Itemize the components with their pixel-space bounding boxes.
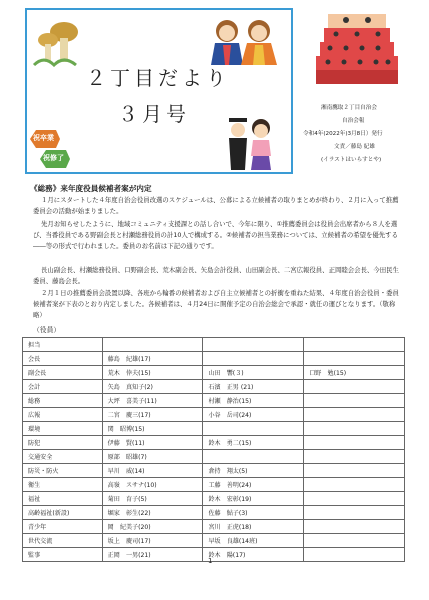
member-cell: 坂上 慶司(17) — [102, 534, 203, 548]
member-cell: 工藤 善明(24) — [203, 478, 304, 492]
role-cell: 監事 — [23, 548, 103, 562]
table-row — [23, 436, 405, 450]
role-cell: 会長 — [23, 352, 103, 366]
member-cell: 佐藤 鮎子(3) — [203, 506, 304, 520]
table-row — [23, 520, 405, 534]
member-cell: 大坪 喜美子(11) — [102, 394, 203, 408]
paragraph-2: 先月お知らせしたように、地域コミュニティ支援課との話し合いで、今年に限り、①推薦委員会は役員会出席者から８人を選び、当番役員である野副会長と村瀬総務役員の計10人で構成する。②候補者の担当業務については、立候補者の希望を優先する――等の形式で行われました。委員のお名前は下記の通りです。 — [33, 220, 398, 251]
member-cell — [304, 436, 405, 450]
member-cell: 関 昭博(15) — [102, 422, 203, 436]
table-row — [23, 506, 405, 520]
member-cell — [304, 408, 405, 422]
role-cell: 青少年 — [23, 520, 103, 534]
member-cell — [102, 338, 203, 352]
member-cell — [304, 464, 405, 478]
member-cell — [304, 422, 405, 436]
publisher: 自治会報 — [342, 118, 365, 124]
member-cell — [304, 380, 405, 394]
table-row — [23, 450, 405, 464]
role-cell: 福祉 — [23, 492, 103, 506]
illustration-credit: (イラストはいらすとや) — [321, 157, 382, 163]
table-row — [23, 338, 405, 352]
member-cell: 鈴木 陽(17) — [203, 548, 304, 562]
role-cell: 副会長 — [23, 366, 103, 380]
member-cell: 小谷 岳司(24) — [203, 408, 304, 422]
member-cell: 岡 紀美子(20) — [102, 520, 203, 534]
member-cell: 荒木 倖夫(15) — [102, 366, 203, 380]
member-cell: 原部 昭雄(7) — [102, 450, 203, 464]
member-cell — [203, 338, 304, 352]
member-cell — [304, 394, 405, 408]
member-cell: 口野 勉(15) — [304, 366, 405, 380]
member-cell: 菊田 育子(5) — [102, 492, 203, 506]
hina-dan-illustration — [316, 8, 398, 90]
role-cell: 交通安全 — [23, 450, 103, 464]
member-cell: 伊藤 賢(11) — [102, 436, 203, 450]
member-cell — [304, 506, 405, 520]
role-cell: 衛生 — [23, 478, 103, 492]
member-cell: 高嶺 スサナ(10) — [102, 478, 203, 492]
member-cell: 倉持 翔太(5) — [203, 464, 304, 478]
graduation-badge: 祝卒業 — [33, 134, 54, 142]
member-cell: 正岡 一男(21) — [102, 548, 203, 562]
article-title: 《総務》来年度役員候補者案が内定 — [30, 184, 152, 193]
member-cell: 鈴木 勇二(15) — [203, 436, 304, 450]
member-cell — [203, 352, 304, 366]
role-cell: 防災・防火 — [23, 464, 103, 478]
member-cell — [304, 478, 405, 492]
completion-badge: 祝修了 — [43, 154, 64, 162]
table-row — [23, 548, 405, 562]
table-row — [23, 422, 405, 436]
role-cell: 高齢福祉(新設) — [23, 506, 103, 520]
role-cell: 担当 — [23, 338, 103, 352]
member-cell: 村瀬 静治(15) — [203, 394, 304, 408]
member-cell: 山田 響(３) — [203, 366, 304, 380]
mushroom-illustration — [30, 10, 80, 70]
role-cell: 世代交流 — [23, 534, 103, 548]
member-cell — [304, 534, 405, 548]
member-cell — [304, 548, 405, 562]
member-cell: 早川 威(14) — [102, 464, 203, 478]
member-cell: 堀家 彰生(22) — [102, 506, 203, 520]
org-name: 湘南鷹取２丁目自治会 — [321, 105, 377, 111]
member-cell — [304, 338, 405, 352]
member-cell: 矢島 真知子(2) — [102, 380, 203, 394]
member-cell — [304, 352, 405, 366]
table-row — [23, 394, 405, 408]
table-row — [23, 352, 405, 366]
table-row — [23, 492, 405, 506]
table-row — [23, 464, 405, 478]
table-row — [23, 380, 405, 394]
member-cell: 早坂 良雄(14班) — [203, 534, 304, 548]
title-line-1: ２丁目だより — [86, 66, 230, 90]
roles-table — [22, 337, 405, 562]
member-cell: 藤島 紀雄(17) — [102, 352, 203, 366]
role-cell: 総務 — [23, 394, 103, 408]
member-cell: 鈴木 宏彰(19) — [203, 492, 304, 506]
role-cell: 広報 — [23, 408, 103, 422]
member-cell — [304, 492, 405, 506]
title-line-2: ３月号 — [118, 102, 190, 126]
role-cell: 防犯 — [23, 436, 103, 450]
paragraph-4: ２月１日の推薦委員会設置以降、各班から輪番の候補者および自主立候補者との折衝を重ねた結果、４年度自治会役員・委員候補者案が下表のとおり内定しました。各候補者は、４月24日に開催予定の自治会総会で承認・就任の運びとなります。（敬称略） — [33, 289, 399, 320]
member-cell: 石濱 正男 (21) — [203, 380, 304, 394]
author: 文責／藤島 紀雄 — [334, 144, 375, 150]
member-cell: 宮川 正虎(18) — [203, 520, 304, 534]
member-cell — [304, 520, 405, 534]
roles-label: （役員） — [33, 326, 61, 334]
page-number: 1 — [208, 557, 213, 565]
graduates-illustration — [225, 116, 275, 172]
issue-date: 令和4年(2022年)3月8日）発行 — [303, 131, 383, 137]
table-row — [23, 534, 405, 548]
paragraph-3: 長山副会長、村瀬総務役員、口野副会長、荒木副会長、矢島会計役員、山田副会長、二宮広報役員、正岡睦会会長、今田民生委員、藤島会長。 — [33, 266, 399, 286]
role-cell: 会計 — [23, 380, 103, 394]
member-cell — [203, 422, 304, 436]
member-cell — [304, 450, 405, 464]
table-row — [23, 366, 405, 380]
role-cell: 環境 — [23, 422, 103, 436]
table-row — [23, 478, 405, 492]
member-cell — [203, 450, 304, 464]
hina-dolls-illustration — [207, 13, 279, 67]
member-cell: 二宮 慶三(17) — [102, 408, 203, 422]
paragraph-1: １月にスタートした４年度自治会役員改選のスケジュールは、公募による立候補者の取りまとめが終わり、２月に入って推薦委員会の活動が始まりました。 — [33, 196, 399, 216]
table-row — [23, 408, 405, 422]
